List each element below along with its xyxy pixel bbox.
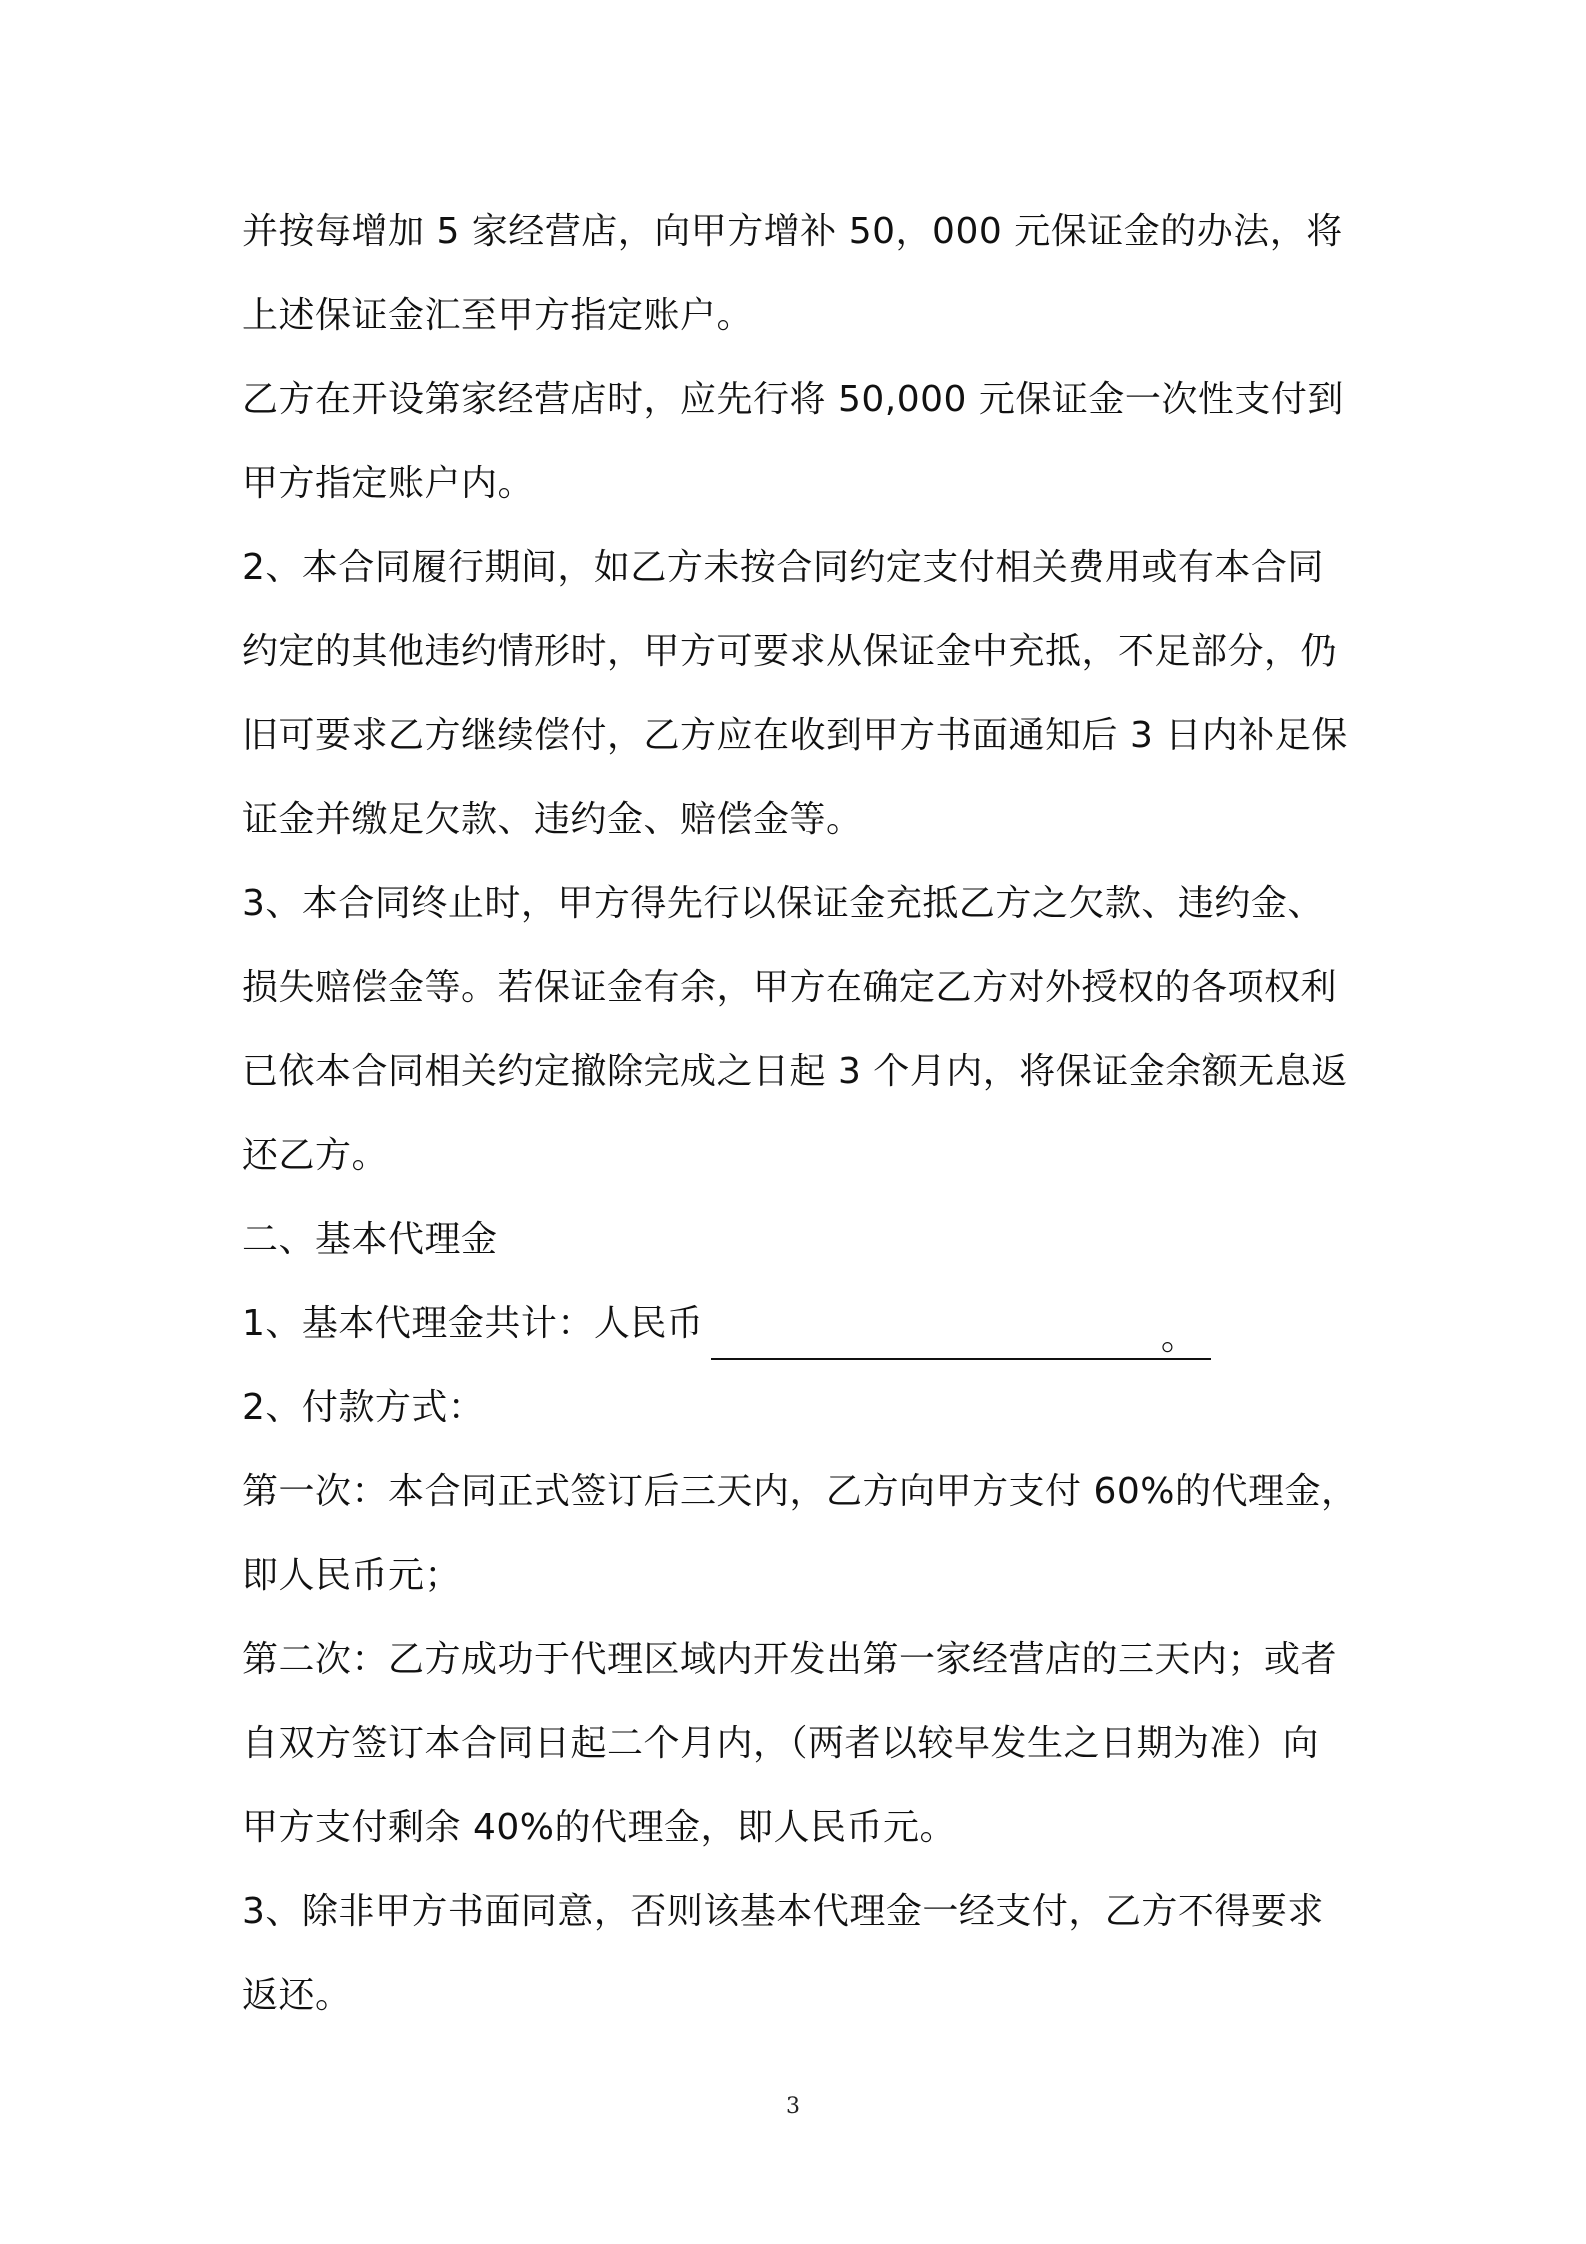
document-line-18: 第二次：乙方成功于代理区域内开发出第一家经营店的三天内；或者 [242, 1639, 1338, 1680]
document-line-22: 返还。 [242, 1975, 352, 2016]
document-line-20: 甲方支付剩余 40%的代理金，即人民币元。 [242, 1807, 956, 1848]
document-line-16: 第一次：本合同正式签订后三天内，乙方向甲方支付 60%的代理金， [242, 1471, 1358, 1512]
section-heading-basic-agency-fee: 二、基本代理金 [242, 1219, 498, 1260]
document-line-11: 已依本合同相关约定撤除完成之日起 3 个月内，将保证金余额无息返 [242, 1051, 1348, 1092]
document-line-4: 甲方指定账户内。 [242, 463, 535, 504]
agency-fee-total-line [242, 1288, 1362, 1372]
document-line-10: 损失赔偿金等。若保证金有余，甲方在确定乙方对外授权的各项权利 [242, 967, 1338, 1008]
document-line-5: 2、本合同履行期间，如乙方未按合同约定支付相关费用或有本合同 [242, 547, 1324, 588]
page-number: 3 [786, 2094, 800, 2119]
agency-fee-total-suffix: 。 [1160, 1317, 1198, 1358]
document-line-6: 约定的其他违约情形时，甲方可要求从保证金中充抵，不足部分，仍 [242, 631, 1338, 672]
document-line-19: 自双方签订本合同日起二个月内，（两者以较早发生之日期为准）向 [242, 1723, 1320, 1764]
document-line-12: 还乙方。 [242, 1135, 389, 1176]
agency-fee-amount-blank [711, 1308, 1211, 1360]
document-line-9: 3、本合同终止时，甲方得先行以保证金充抵乙方之欠款、违约金、 [242, 883, 1324, 924]
document-line-21: 3、除非甲方书面同意，否则该基本代理金一经支付，乙方不得要求 [242, 1891, 1324, 1932]
document-line-15: 2、付款方式： [242, 1387, 485, 1428]
document-line-1: 并按每增加 5 家经营店，向甲方增补 50，000 元保证金的办法，将 [242, 211, 1343, 252]
agency-fee-total-label: 1、基本代理金共计：人民币 [242, 1303, 704, 1344]
document-line-3: 乙方在开设第家经营店时，应先行将 50,000 元保证金一次性支付到 [242, 379, 1344, 420]
document-line-8: 证金并缴足欠款、违约金、赔偿金等。 [242, 799, 863, 840]
document-body [242, 196, 1362, 2044]
document-line-2: 上述保证金汇至甲方指定账户。 [242, 295, 754, 336]
document-line-17: 即人民币元； [242, 1555, 462, 1596]
document-line-7: 旧可要求乙方继续偿付，乙方应在收到甲方书面通知后 3 日内补足保 [242, 715, 1348, 756]
